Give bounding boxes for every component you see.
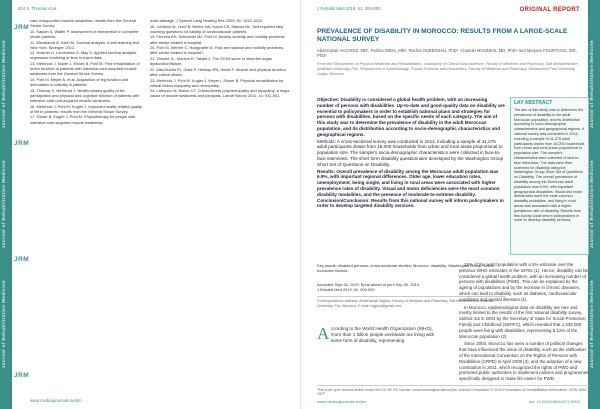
- reference-item: care-unsupported muscle weakness: results from the General Stroke Survey.: [30, 18, 137, 29]
- abstract: [317, 97, 505, 209]
- reference-item: 16. Mehrholz J, Pohl M, Kugler J. Improved health-related quality of life in patients: results from the General Stroke Survey.: [30, 103, 142, 114]
- abstract-results: Results: Overall prevalence of disability among the Moroccan adult population was 6.9%, with important regional differences. Older age, lower education rates, unemployment, being single, and living in rural areas were associated with higher prevalence rates of disability. Visual and motor deficiencies were the most common disability modalities, and the presence of moderate-to-extreme disability. Conclusion/Conclusion: Results from this national survey will inform policymakers in order to develop targeted disability services.: [317, 168, 504, 209]
- body-paragraph: In Morocco, epidemiological data on disability are rare and mostly limited to the results of the first national disability survey, carried out in 2004 by the Secretary of State for Social Protection, Family and Childhood (SEPFC), which revealed that 1,530,000 people were living with disabilities, representing 5.12% of the Moroccan population (2).: [459, 304, 587, 339]
- reference-item: 18. Johnson M, Leruf B, Beebe HA, Noren CE, Marcus BL. Self-reported step counting questions for validity of cardiovascular patients.: [150, 23, 284, 34]
- reference-item: 12. Hosmer D, Lemeshow S, May S. Applied survival analysis: regression modeling of time to event data.: [30, 50, 138, 61]
- page-header: J Rehabil Med 2019; 51: 000-000: [317, 6, 381, 11]
- lay-abstract-box: [510, 97, 589, 255]
- journal-url-link[interactable]: www.medicaljournals.se/jrm: [317, 399, 367, 404]
- stripe-journal-name: Journal of Rehabilitation Medicine: [589, 40, 594, 129]
- body-paragraph: Since 2004, Morocco has seen a number of political changes that have influenced the issue of disability, such as the ratification of the International Convention on the Rights of Persons with Disabilities (CRPD) in April 2009 (3), and the adoption of a new constitution in 2011, which recognized the rights of PWD and promoted public authorities to implement policies and programmes specifically designed to make life easier for PWD.: [459, 341, 589, 382]
- stripe-journal-name: Journal of Rehabilitation Medicine: [1, 280, 6, 369]
- reference-item: 10. Kaplan S, Walter P. Assessment of intervention in complete stroke patients.: [30, 28, 139, 39]
- reference-item: 22. Alfa-Muhlia PJ, Clark P, Henriqu RN, Heath F. Muscle and physical function after critical illness.: [150, 66, 286, 77]
- keywords: Key words: disabled persons; cross-sectional studies; Morocco; disability; Washington Group; socio-economic factors.: [317, 263, 495, 274]
- stripe-journal-name: Journal of Rehabilitation Medicine: [1, 40, 6, 129]
- article-type-badge: ORIGINAL REPORT: [519, 7, 580, 13]
- reference-item: 14. Pohl M, Meyer A, et al. Acquisition of leg function and ambulation in critically ill patients.: [30, 77, 129, 88]
- stripe-journal-name: Journal of Rehabilitation Medicine: [589, 160, 594, 249]
- journal-stripe-right: [588, 0, 600, 409]
- reference-item: brain damage. J Speech Lang Hearing Res 2009; 52: 1020-1025.: [150, 18, 263, 23]
- drop-cap: A: [317, 324, 330, 343]
- intro-text: ccording to the World Health Organization (WHO), more than 1 billion people worldwide are living with some form of disability, representing: [330, 326, 435, 343]
- reference-item: 13. Mehrholz J, Muller J, Elsner B. Pohl M. First rehabilitation of motor function of patients with intensive-care-acquired muscle weakness from the General Stroke Survey.: [30, 61, 140, 77]
- reference-item: 17. Elsner B, Kugler J, Pohl M. Physiotherapy for people with intensive-care-acquired muscle weakness.: [30, 114, 136, 125]
- journal-stripe-left: [0, 0, 12, 409]
- jrm-label: JRM: [14, 140, 30, 147]
- stripe-journal-name: Journal of Rehabilitation Medicine: [1, 160, 6, 249]
- citation: J Rehabil Med 2019; 51: 000-000: [317, 287, 375, 292]
- reference-item: 23. Mehrholz J, Pohl M. Kugler J, Meyer I, Elsner B. Physical rehabilitation for critical illness myopathy and neuropathy.: [150, 77, 284, 88]
- stripe-journal-name: Journal of Rehabilitation Medicine: [589, 280, 594, 369]
- journal-url-link[interactable]: www.medicaljournals.se/jrm: [30, 398, 82, 403]
- author-list: Abderrazak HAJJIOUI, MD¹, Fatima ABDA, MD², Rachid OUBENSAH, PhD³, Chaouki MOUNKIS, MD, PhD⁴ and Maryam FOURTASSI, MD, PhD⁵: [317, 48, 577, 59]
- lay-abstract-text: The aim of this study was to determine the prevalence of disability in the adult Moroccan population, and its distribution according to socio-demographic characteristics and geographical regions. A national survey was conducted in 2014, including a sample of 41,275 adult participants drawn from 16,000 households from urban and rural areas proportional to population size. The sample's characteristics were collected in face-to-face interviews. The data were then screened for disability using the Washington Group Short Set of Questions on Disability. The overall prevalence of disability among the Moroccan adult population was 6.9%, with important geographical disparities. Visual and motor deficiencies were the most common disability modalities, and living in rural areas was associated with a higher prevalence rate of disability. Results from this survey could inform policymakers in order to develop disability services.: [514, 108, 585, 223]
- article-title: PREVALENCE OF DISABILITY IN MOROCCO: RESULTS FROM A LARGE-SCALE NATIONAL SURVEY: [317, 28, 568, 44]
- abstract-objective: Objective: Disability is considered a global health problem, with an increasing number of persons with disabilities. Up-to-date and good-quality data on disability are essential to policymakers in order to establish national plans and strategies for persons with disabilities, based on the specific needs of each category. The aim of this study was to determine the prevalence of disability in the adult Moroccan population, and its distribution according to socio-demographic characteristics and geographical regions.: [317, 97, 505, 137]
- jrm-label: JRM: [14, 256, 30, 263]
- reference-item: 15. Thomas S, Mehrholz J. Health-related quality of life, participation and physical and cognitive function of patients with intensive-care-unit-acquired muscle weakness.: [30, 87, 140, 103]
- abstract-methods: Methods: A cross-sectional survey was conducted in 2014, including a sample of 41,275 adult participants drawn from 16,000 households from urban and rural areas proportional to population size. The sample's socio-demographic characteristics were collected in face-to-face interviews. The short form disability questionnaire developed by the Washington Group Short Set of Questions on Disability.: [317, 138, 504, 167]
- license-footer: This is an open access article under the CC BY-NC license. www.medicaljournals.se/jrm Journal Compilation © 2019 Foundation of Rehabilitation Information. ISSN 1650-1977: [317, 385, 589, 397]
- introduction-paragraph: [317, 326, 443, 344]
- doi-link[interactable]: doi: 10.2340/16501977-0000: [528, 399, 580, 404]
- jrm-label: JRM: [14, 24, 30, 31]
- reference-item: 19. Ferreira AH, Schneider MJ, Pohl M. Anxiety severity and mobility problems after stroke treated in hospital.: [150, 34, 285, 45]
- accepted-date: Accepted Sept 26, 2019; Epub ahead of print Sep 30, 2019: [317, 282, 419, 287]
- right-page: [300, 0, 600, 409]
- correspondence-address: Correspondence address: Abderrazak Hajjioui, Faculty of Medicine and Pharmacy, Sidi Mohamed Ben Abdellah University, Fez, Morocco. E-mail: hajjioui@gmail.com: [317, 296, 505, 308]
- body-text-column: [459, 262, 589, 384]
- lay-abstract-title: LAY ABSTRACT: [514, 100, 553, 106]
- reference-list-column-1: [30, 18, 146, 125]
- reference-item: 24. Latronico N, Bolton CF. Critical illness polyneuropathy and myopathy: a major cause of muscle weakness and paralysis. Lancet Neurol 2011; 10: 931-941.: [150, 88, 290, 99]
- reference-item: 20. Pohl M, Werner C, Holzgraefe M. How are balance and mobility problems after stroke treated in hospital?: [150, 45, 283, 56]
- jrm-label: JRM: [14, 372, 30, 379]
- body-paragraph: 15% of the world population with a 5% estimate over the previous WHO estimates in the 1970s (1). Hence, disability can be considered a global health problem, with an increasing number of persons with disabilities (PWD). This can be explained by the ageing of populations and by the increase in chronic diseases, which can lead to disability, such as diabetes, cardiovascular conditions and mental illnesses (1).: [459, 262, 589, 302]
- page-header: 824 S. Thomas et al.: [18, 6, 58, 11]
- reference-item: 11. Wendlandt O, Klein M. Survival analysis. A self-learning text. New York: Springer; 2012.: [30, 39, 141, 50]
- affiliations: From the ¹Department of Physical Medicine and Rehabilitation, Laboratory of Clinical Neuroscience, Faculty of Medicine and Pharmacy, Sidi Mohamed Ben Abdellah University, Fez, ²Department of Epidemiology, ³Social Sciences and Humanities, Faculty of Medicine and Pharmacy, Mohammed First University, Oujda, Morocco: [317, 62, 578, 76]
- reference-item: 21. Vincent JL, Moreno R, Takala J. The SOFA score to describe organ dysfunction/failure.: [150, 56, 272, 67]
- reference-list-column-2: [150, 18, 290, 99]
